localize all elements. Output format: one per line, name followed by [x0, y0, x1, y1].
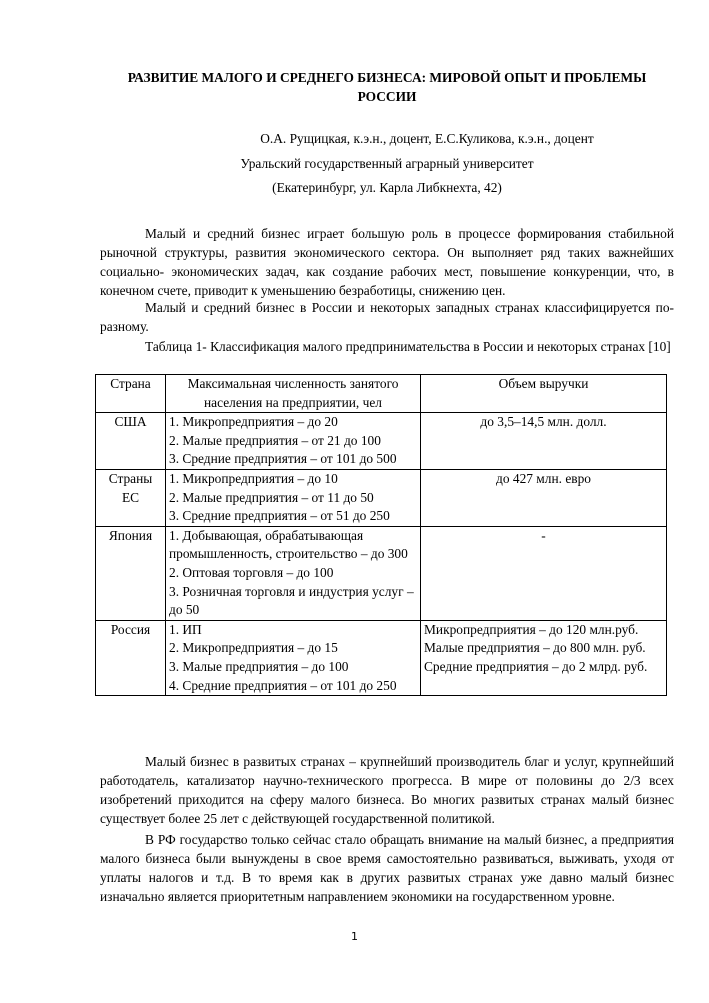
employment-line: 1. ИП — [169, 621, 202, 637]
table-row — [96, 469, 667, 526]
revenue-line: Малые предприятия – до 800 млн. руб. — [424, 640, 646, 656]
table-caption: Таблица 1- Классификация малого предпринимательства в России и некоторых странах [10] — [145, 339, 671, 354]
employment-line: 3. Малые предприятия – до 100 — [169, 658, 349, 674]
paragraph-developed-countries: Малый бизнес в развитых странах – крупнейший производитель благ и услуг, крупнейший работодатель, катализатор научно-технического прогресса. В мире от половины до 2/3 всех изобретений приходится на сферу малого бизнеса. Во многих развитых странах малый бизнес существует более 25 лет с действующей государственной политикой. — [100, 754, 674, 827]
employment-line: 1. Микропредприятия – до 10 — [169, 470, 338, 486]
employment-line: 3. Розничная торговля и индустрия услуг – до 50 — [169, 583, 414, 618]
header-employment: Максимальная численность занятого населения на предприятии, чел — [166, 375, 421, 413]
employment-line: 2. Микропредприятия – до 15 — [169, 640, 338, 656]
cell-revenue — [421, 526, 667, 620]
header-revenue: Объем выручки — [421, 375, 667, 413]
employment-line: 4. Средние предприятия – от 101 до 250 — [169, 677, 397, 693]
paragraph-classification: Малый и средний бизнес в России и некоторых западных странах классифицируется по-разному. — [100, 300, 674, 335]
cell-employment — [166, 526, 421, 620]
employment-line: 2. Малые предприятия – от 11 до 50 — [169, 489, 374, 505]
cell-employment — [166, 413, 421, 470]
classification-table — [95, 374, 667, 696]
authors-line: О.А. Рущицкая, к.э.н., доцент, Е.С.Куликова, к.э.н., доцент — [260, 131, 594, 146]
table-row — [96, 620, 667, 695]
address-line: (Екатеринбург, ул. Карла Либкнехта, 42) — [272, 180, 502, 195]
revenue-line: - — [541, 527, 546, 543]
cell-revenue — [421, 469, 667, 526]
article-title: РАЗВИТИЕ МАЛОГО И СРЕДНЕГО БИЗНЕСА: МИРОВОЙ ОПЫТ И ПРОБЛЕМЫ РОССИИ — [127, 70, 647, 104]
table-header-row — [96, 375, 667, 413]
employment-line: 3. Средние предприятия – от 101 до 500 — [169, 451, 397, 467]
cell-country: США — [96, 413, 166, 470]
employment-line: 2. Оптовая торговля – до 100 — [169, 564, 334, 580]
cell-revenue — [421, 413, 667, 470]
employment-line: 1. Микропредприятия – до 20 — [169, 414, 338, 430]
table-row — [96, 413, 667, 470]
cell-country: Япония — [96, 526, 166, 620]
header-country: Страна — [96, 375, 166, 413]
paragraph-russia: В РФ государство только сейчас стало обращать внимание на малый бизнес, а предприятия малого бизнеса были вынуждены в свое время самостоятельно развиваться, выживать, уходя от уплаты налогов и т.д. В то время как в других развитых странах уже давно малый бизнес изначально является приоритетным направлением экономики на государственном уровне. — [100, 832, 674, 905]
page-number: 1 — [351, 930, 358, 943]
table-row — [96, 526, 667, 620]
paragraph-intro: Малый и средний бизнес играет большую роль в процессе формирования стабильной рыночной структуры, развития экономического сектора. Он выполняет ряд таких важнейших социально- экономических задач, как создание рабочих мест, повышение конкуренции, что, в конечном счете, приводит к уменьшению безработицы, снижению цен. — [100, 226, 674, 299]
cell-employment — [166, 469, 421, 526]
employment-line: 3. Средние предприятия – от 51 до 250 — [169, 508, 390, 524]
employment-line: 2. Малые предприятия – от 21 до 100 — [169, 432, 381, 448]
affiliation-line: Уральский государственный аграрный университет — [240, 156, 534, 171]
revenue-line: Средние предприятия – до 2 млрд. руб. — [424, 658, 648, 674]
revenue-line: до 3,5–14,5 млн. долл. — [480, 414, 607, 430]
cell-country: Россия — [96, 620, 166, 695]
cell-employment — [166, 620, 421, 695]
revenue-line: до 427 млн. евро — [496, 470, 591, 486]
employment-line: 1. Добывающая, обрабатывающая промышленность, строительство – до 300 — [169, 527, 408, 562]
cell-country: Страны ЕС — [96, 469, 166, 526]
cell-revenue — [421, 620, 667, 695]
revenue-line: Микропредприятия – до 120 млн.руб. — [424, 621, 639, 637]
